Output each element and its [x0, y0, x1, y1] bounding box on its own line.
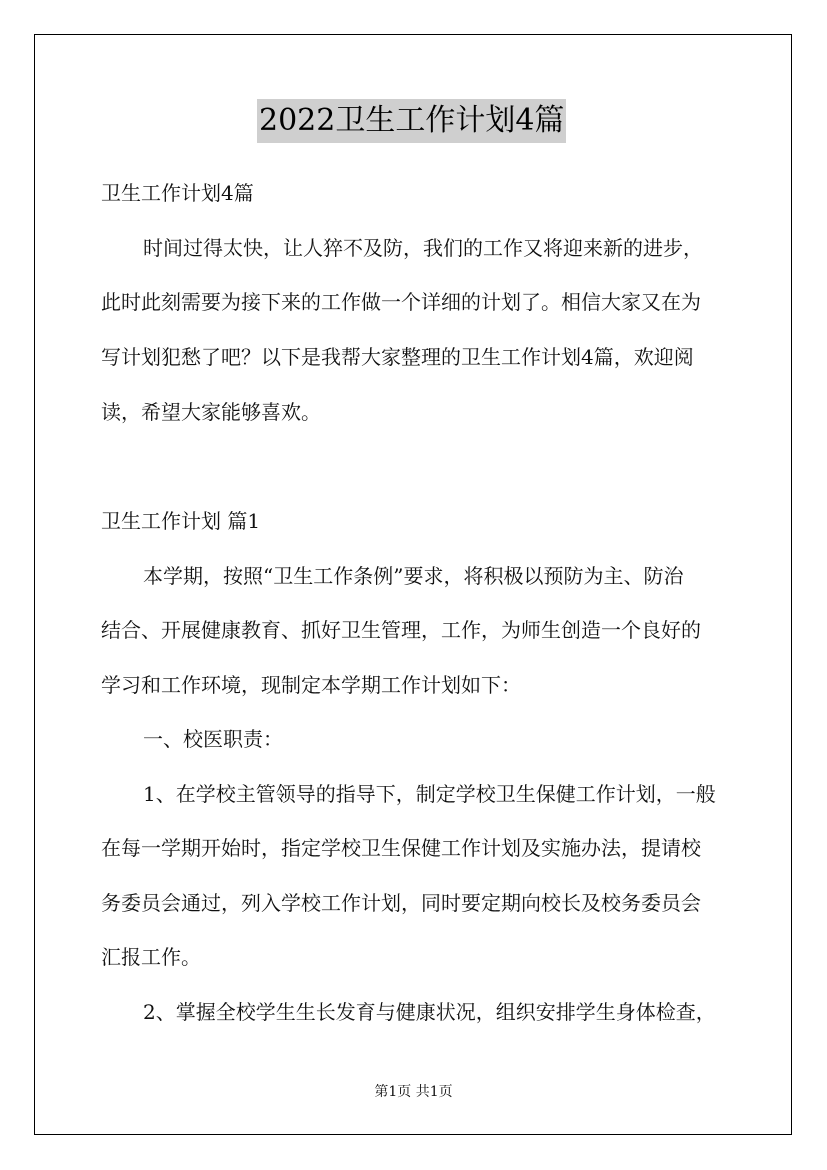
section-heading: 卫生工作计划 篇1: [101, 509, 261, 533]
item1-line-1: 1、在学校主管领导的指导下，制定学校卫生保健工作计划，一般: [143, 782, 716, 806]
intro-line-1: 时间过得太快，让人猝不及防，我们的工作又将迎来新的进步，: [143, 236, 703, 260]
section-para-line-2: 结合、开展健康教育、抓好卫生管理，工作，为师生创造一个良好的: [101, 618, 701, 642]
intro-line-4: 读，希望大家能够喜欢。: [101, 400, 321, 424]
item1-line-2: 在每一学期开始时，指定学校卫生保健工作计划及实施办法，提请校: [101, 836, 701, 860]
subtitle: 卫生工作计划4篇: [101, 181, 254, 205]
intro-line-3: 写计划犯愁了吧？以下是我帮大家整理的卫生工作计划4篇，欢迎阅: [101, 345, 694, 369]
intro-line-2: 此时此刻需要为接下来的工作做一个详细的计划了。相信大家又在为: [101, 290, 701, 314]
item1-line-4: 汇报工作。: [101, 945, 201, 969]
item-heading: 一、校医职责：: [143, 727, 283, 751]
page-footer: 第1页 共1页: [374, 1084, 453, 1100]
section-para-line-3: 学习和工作环境，现制定本学期工作计划如下：: [101, 673, 521, 697]
item1-line-3: 务委员会通过，列入学校工作计划，同时要定期向校长及校务委员会: [101, 891, 701, 915]
document-title: 2022卫生工作计划4篇: [257, 99, 566, 143]
item2-line-1: 2、掌握全校学生生长发育与健康状况，组织安排学生身体检查，: [143, 1000, 716, 1024]
section-para-line-1: 本学期，按照“卫生工作条例”要求，将积极以预防为主、防治: [143, 564, 684, 588]
